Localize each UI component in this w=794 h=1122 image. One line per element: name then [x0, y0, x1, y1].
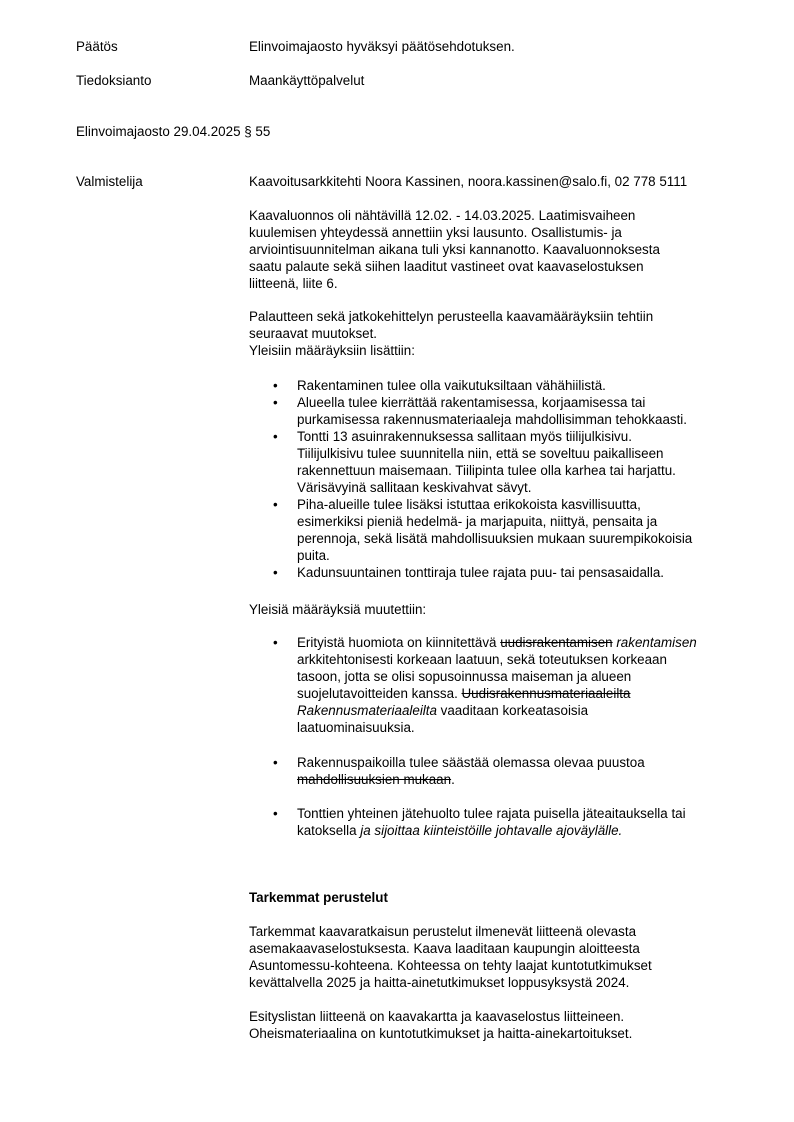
text-line: Tontti 13 asuinrakennuksessa sallitaan myös tiilijulkisivu.	[297, 429, 632, 444]
text-line: laatuominaisuuksia.	[297, 720, 415, 735]
list-item	[249, 634, 749, 736]
text-line: kevättalvella 2025 ja haitta-ainetutkimukset loppusyksystä 2024.	[249, 975, 630, 990]
text-line: Piha-alueille tulee lisäksi istuttaa erikokoista kasvillisuutta,	[297, 497, 641, 512]
text-line: Tonttien yhteinen jätehuolto tulee rajata puisella jäteaitauksella tai	[297, 806, 686, 821]
deleted-text: Uudisrakennusmateriaaleilta	[461, 686, 631, 701]
deleted-text: mahdollisuuksien mukaan	[297, 772, 452, 787]
paragraph-details	[249, 923, 739, 991]
text-line: Värisävyinä sallitaan keskivahvat sävyt.	[297, 480, 532, 495]
paragraph-changes	[249, 308, 739, 359]
bullet-icon: •	[273, 429, 278, 444]
bullet-icon: •	[273, 497, 278, 512]
text-line: Tarkemmat kaavaratkaisun perustelut ilmenevät liitteenä olevasta	[249, 924, 637, 939]
text-line: purkamisessa rakennusmateriaaleja mahdollisimman tehokkaasti.	[297, 412, 687, 427]
text-line: Erityistä huomiota on kiinnitettävä uudisrakentamisen rakentamisen	[297, 635, 697, 650]
inserted-text: rakentamisen	[616, 635, 697, 650]
text-line: kuulemisen yhteydessä annettiin yksi lausunto. Osallistumis- ja	[249, 225, 622, 240]
list-item	[249, 377, 749, 394]
list-item	[249, 428, 749, 496]
text-line: Asuntomessu-kohteena. Kohteessa on tehty laajat kuntotutkimukset	[249, 958, 652, 973]
preparer-value: Kaavoitusarkkitehti Noora Kassinen, noora.kassinen@salo.fi, 02 778 5111	[249, 174, 688, 189]
text-line: Kaavaluonnos oli nähtävillä 12.02. - 14.03.2025. Laatimisvaiheen	[249, 208, 636, 223]
section-heading: Tarkemmat perustelut	[249, 890, 388, 905]
paragraph-attachments	[249, 1008, 739, 1042]
text-line: seuraavat muutokset.	[249, 326, 378, 341]
text-line: esimerkiksi pieniä hedelmä- ja marjapuita, niittyä, pensaita ja	[297, 514, 658, 529]
text-line: puita.	[297, 548, 330, 563]
bullet-icon: •	[273, 378, 278, 393]
text-line: Rakennusmateriaaleilta vaaditaan korkeatasoisia	[297, 703, 589, 718]
decision-label: Päätös	[76, 39, 118, 54]
deleted-text: uudisrakentamisen	[500, 635, 613, 650]
text-line: Tiilijulkisivu tulee suunnitella niin, että se soveltuu paikalliseen	[297, 446, 664, 461]
text-line: Rakentaminen tulee olla vaikutuksiltaan vähähiilistä.	[297, 378, 606, 393]
list-item	[249, 496, 749, 564]
text-line: arkkitehtonisesti korkeaan laatuun, sekä toteutuksen korkeaan	[297, 652, 667, 667]
bullet-icon: •	[273, 635, 278, 650]
text-line: katoksella ja sijoittaa kiinteistöille johtavalle ajoväylälle.	[297, 823, 623, 838]
bullet-icon: •	[273, 755, 278, 770]
text-line: suojelutavoitteiden kanssa. Uudisrakennusmateriaaleilta	[297, 686, 631, 701]
text-line: saatu palaute sekä siihen laaditut vastineet ovat kaavaselostuksen	[249, 259, 644, 274]
added-regulations-list	[249, 377, 749, 581]
bullet-icon: •	[273, 565, 278, 580]
text-line: asemakaavaselostuksesta. Kaava laaditaan kaupungin aloitteesta	[249, 941, 640, 956]
text-line: Oheismateriaalina on kuntotutkimukset ja haitta-ainekartoitukset.	[249, 1026, 633, 1041]
list-item	[249, 805, 749, 839]
changed-intro-block	[249, 601, 739, 618]
notification-value: Maankäyttöpalvelut	[249, 73, 365, 88]
details-heading-block	[249, 889, 739, 906]
text-line: Alueella tulee kierrättää rakentamisessa, korjaamisessa tai	[297, 395, 646, 410]
text-line: Palautteen sekä jatkokehittelyn perusteella kaavamääräyksiin tehtiin	[249, 309, 654, 324]
meeting-heading: Elinvoimajaosto 29.04.2025 § 55	[76, 124, 271, 139]
text-line: rakennettuun maisemaan. Tiilipinta tulee olla karhea tai harjattu.	[297, 463, 676, 478]
text-line: liitteenä, liite 6.	[249, 276, 338, 291]
changed-regulations-list-2	[249, 754, 749, 788]
text-line: Yleisiin määräyksiin lisättiin:	[249, 343, 415, 358]
changed-regulations-list-3	[249, 805, 749, 839]
text-line: arviointisuunnitelman aikana tuli yksi kannanotto. Kaavaluonnoksesta	[249, 242, 660, 257]
paragraph-consultation	[249, 207, 739, 292]
text-line: perennoja, sekä lisätä mahdollisuuksien mukaan suurempikokoisia	[297, 531, 693, 546]
text-line: Kadunsuuntainen tonttiraja tulee rajata puu- tai pensasaidalla.	[297, 565, 665, 580]
notification-label: Tiedoksianto	[76, 73, 152, 88]
list-item	[249, 394, 749, 428]
text-line: tasoon, jotta se olisi sopusoinnussa maiseman ja alueen	[297, 669, 632, 684]
text-line: mahdollisuuksien mukaan.	[297, 772, 455, 787]
list-item	[249, 754, 749, 788]
decision-value: Elinvoimajaosto hyväksyi päätösehdotuksen.	[249, 39, 515, 54]
changed-regulations-list	[249, 634, 749, 736]
inserted-text: Rakennusmateriaaleilta	[297, 703, 437, 718]
list-item	[249, 564, 749, 581]
text-line: Rakennuspaikoilla tulee säästää olemassa olevaa puustoa	[297, 755, 645, 770]
preparer-label: Valmistelija	[76, 174, 143, 189]
text-line: Esityslistan liitteenä on kaavakartta ja kaavaselostus liitteineen.	[249, 1009, 625, 1024]
inserted-text: ja sijoittaa kiinteistöille johtavalle ajoväylälle.	[360, 823, 623, 838]
bullet-icon: •	[273, 395, 278, 410]
changed-intro: Yleisiä määräyksiä muutettiin:	[249, 602, 427, 617]
bullet-icon: •	[273, 806, 278, 821]
